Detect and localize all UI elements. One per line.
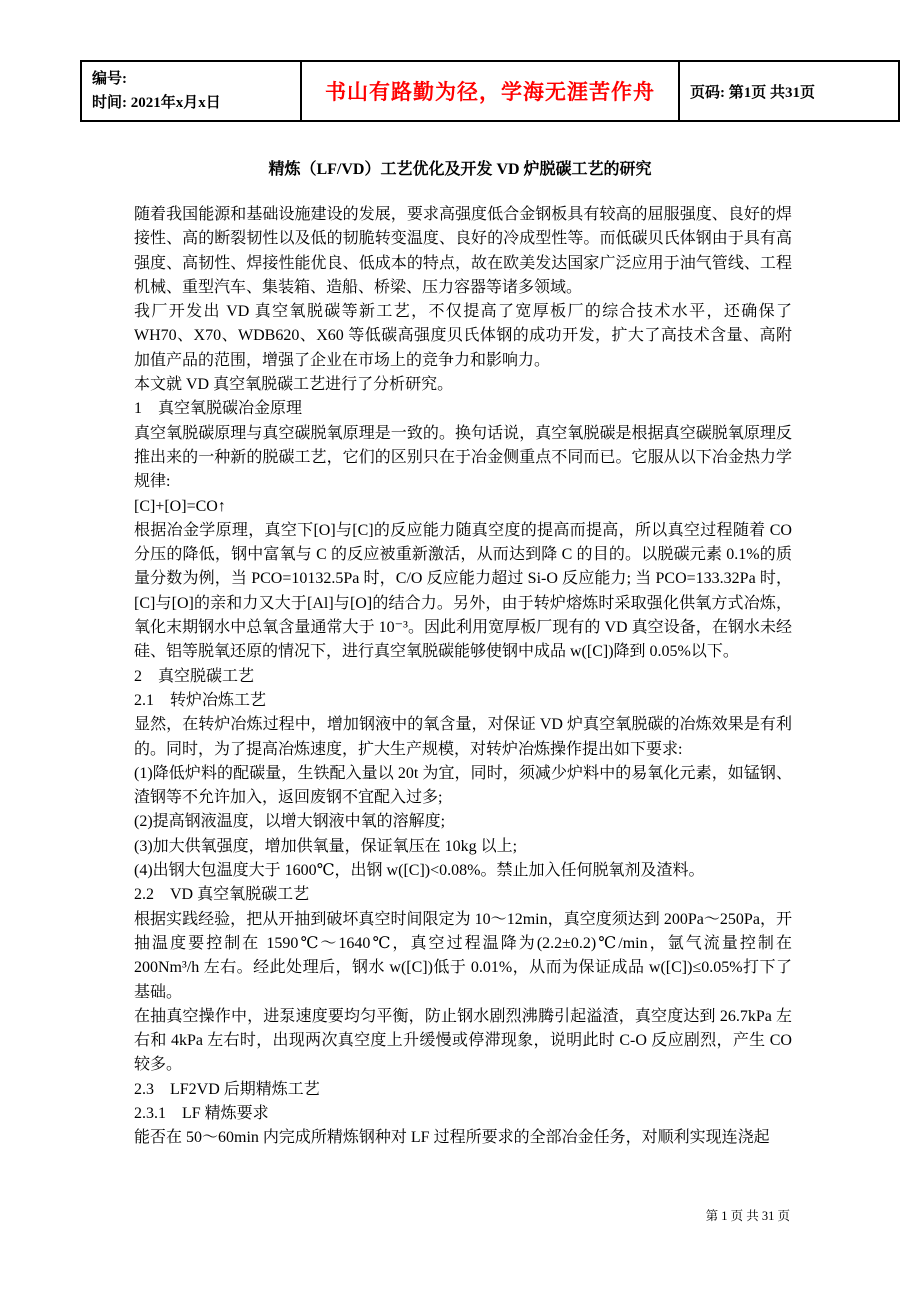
body-paragraph: 显然，在转炉冶炼过程中，增加钢液中的氧含量，对保证 VD 炉真空氧脱碳的冶炼效果是有利的。同时，为了提高冶炼速度，扩大生产规模，对转炉冶炼操作提出如下要求:: [134, 716, 792, 758]
header-motto: 书山有路勤为径，学海无涯苦作舟: [301, 61, 679, 121]
body-paragraph: (2)提高钢液温度，以增大钢液中氧的溶解度;: [134, 813, 446, 831]
header-left-cell: [81, 61, 301, 121]
body-paragraph: 随着我国能源和基础设施建设的发展，要求高强度低合金钢板具有较高的屈服强度、良好的焊接性、高的断裂韧性以及低的韧脆转变温度、良好的冷成型性等。而低碳贝氏体钢由于具有高强度、高韧性、焊接性能优良、低成本的特点，故在欧美发达国家广泛应用于油气管线、工程机械、重型汽车、集装箱、造船、桥梁、压力容器等诸多领域。: [134, 206, 792, 296]
section-heading: 2.3.1 LF 精炼要求: [134, 1104, 269, 1122]
section-heading: 1 真空氧脱碳冶金原理: [134, 400, 303, 418]
body-paragraph: 在抽真空操作中，进泵速度要均匀平衡，防止钢水剧烈沸腾引起溢渣，真空度达到 26.7kPa 左右和 4kPa 左右时，出现两次真空度上升缓慢或停滞现象，说明此时 C-O 反应剧烈，产生 CO 较多。: [134, 1007, 792, 1074]
section-heading: 2.1 转炉冶炼工艺: [134, 691, 267, 709]
section-heading: 2.3 LF2VD 后期精炼工艺: [134, 1080, 320, 1098]
body-paragraph: 本文就 VD 真空氧脱碳工艺进行了分析研究。: [134, 376, 454, 394]
header-date: 时间: 2021年x月x日: [92, 95, 221, 111]
header-table: [80, 60, 900, 122]
body-paragraph: 我厂开发出 VD 真空氧脱碳等新工艺，不仅提高了宽厚板厂的综合技术水平，还确保了 WH70、X70、WDB620、X60 等低碳高强度贝氏体钢的成功开发，扩大了高技术含量、高附加值产品的范围，增强了企业在市场上的竞争力和影响力。: [134, 303, 792, 369]
body-paragraph: 能否在 50～60min 内完成所精炼钢种对 LF 过程所要求的全部冶金任务，对顺利实现连浇起: [134, 1129, 770, 1147]
header-page-info: 页码: 第1页 共31页: [679, 61, 899, 121]
body-paragraph: 根据实践经验，把从开抽到破坏真空时间限定为 10～12min，真空度须达到 200Pa～250Pa，开抽温度要控制在 1590℃～1640℃，真空过程温降为(2.2±0.2)℃/min，氩气流量控制在 200Nm³/h 左右。经此处理后，钢水 w([C])低于 0.01%，从而为保证成品 w([C])≤0.05%打下了基础。: [134, 910, 792, 1001]
section-heading: 2 真空脱碳工艺: [134, 667, 255, 685]
body-paragraph: 根据冶金学原理，真空下[O]与[C]的反应能力随真空度的提高而提高，所以真空过程随着 CO 分压的降低，钢中富氧与 C 的反应被重新激活，从而达到降 C 的目的。以脱碳元素 0.1%的质量分数为例，当 PCO=10132.5Pa 时，C/O 反应能力超过 Si-O 反应能力; 当 PCO=133.32Pa 时，[C]与[O]的亲和力又大于[Al]与[O]的结合力。另外，由于转炉熔炼时采取强化供氧方式冶炼，氧化末期钢水中总氧含量通常大于 10⁻³。因此利用宽厚板厂现有的 VD 真空设备，在钢水未经硅、铝等脱氧还原的情况下，进行真空氧脱碳能够使钢中成品 w([C])降到 0.05%以下。: [134, 521, 792, 661]
body-paragraph: (4)出钢大包温度大于 1600℃，出钢 w([C])<0.08%。禁止加入任何脱氧剂及渣料。: [134, 862, 705, 880]
document-body: [134, 203, 792, 1151]
page-footer: 第 1 页 共 31 页: [705, 1209, 790, 1223]
body-paragraph: 真空氧脱碳原理与真空碳脱氧原理是一致的。换句话说，真空氧脱碳是根据真空碳脱氧原理反推出来的一种新的脱碳工艺，它们的区别只在于冶金侧重点不同而已。它服从以下冶金热力学规律:: [134, 424, 792, 491]
header-id-label: 编号:: [92, 71, 127, 87]
formula-line: [C]+[O]=CO↑: [134, 497, 226, 515]
section-heading: 2.2 VD 真空氧脱碳工艺: [134, 886, 310, 904]
document-title: 精炼（LF/VD）工艺优化及开发 VD 炉脱碳工艺的研究: [268, 161, 652, 178]
body-paragraph: (1)降低炉料的配碳量，生铁配入量以 20t 为宜，同时，须减少炉料中的易氧化元素，如锰钢、渣钢等不允许加入，返回废钢不宜配入过多;: [134, 764, 792, 807]
body-paragraph: (3)加大供氧强度，增加供氧量，保证氧压在 10kg 以上;: [134, 837, 518, 855]
